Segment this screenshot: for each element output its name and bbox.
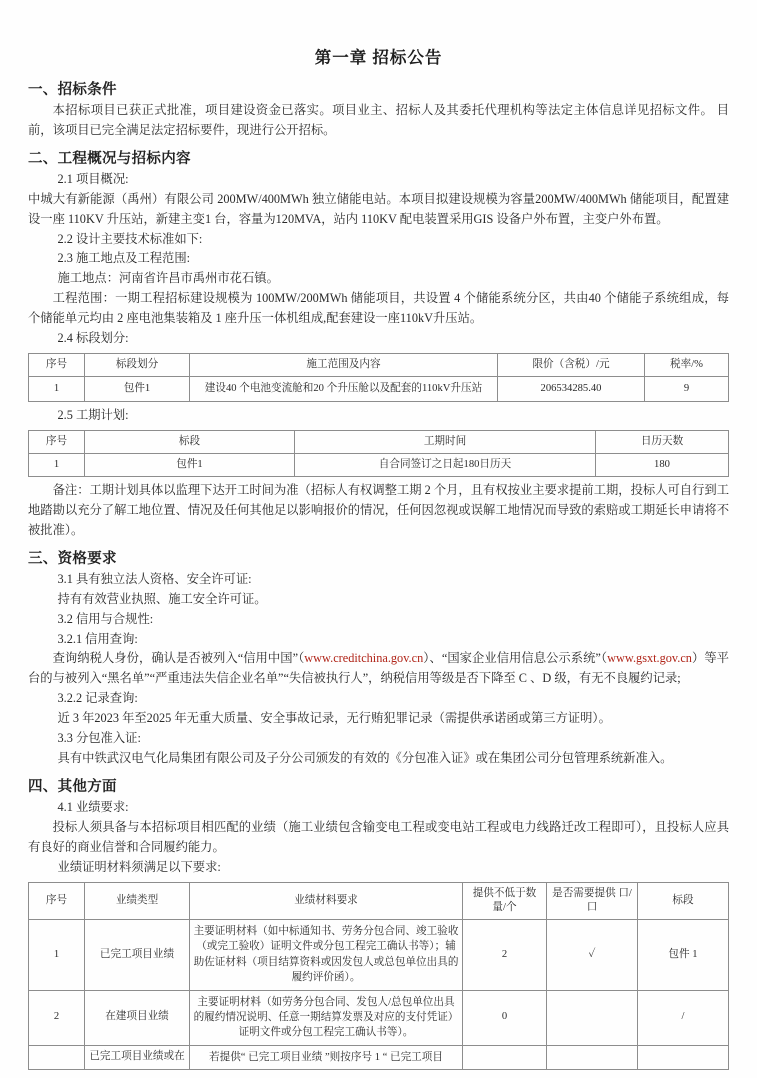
credit-text-a: 查询纳税人身份，确认是否被列入“信用中国”（: [52, 651, 305, 666]
section-heading-4: 四、其他方面: [28, 778, 117, 795]
cell-lot: 包件1: [85, 453, 295, 476]
cell-quantity: 2: [463, 920, 547, 990]
clause-2-1-body: 中城大有新能源（禹州）有限公司 200MW/400MWh 独立储能电站。本项目拟建设规模为容量200MW/400MWh 储能项目，配置建设一座 110KV 升压站，新建主变1 台，容量为120MVA，站内 110KV 配电装置采用GIS 设备户外布置，主变户外布置。: [28, 191, 729, 226]
clause-3-2-2: 3.2.2 记录查询:: [57, 691, 138, 706]
clause-2-1-label: 2.1 项目概况:: [57, 171, 129, 186]
col-scope: 施工范围及内容: [190, 353, 498, 376]
cell-need: [547, 990, 638, 1045]
schedule-table: [28, 430, 729, 478]
cell-requirement: 主要证明材料（如中标通知书、劳务分包合同、竣工验收（或完工验收）证明文件或分包工程完工确认书等）；辅助佐证材料（项目结算资料或因发包人或总包单位出具的履约评价函）。: [190, 920, 463, 990]
credit-china-link[interactable]: www.creditchina.gov.cn: [304, 651, 424, 666]
section-heading-3: 三、资格要求: [28, 550, 117, 567]
clause-2-2: 2.2 设计主要技术标准如下:: [57, 231, 203, 246]
col-lot: 标段划分: [85, 353, 190, 376]
table-row-clipped: [29, 1045, 729, 1069]
col-period: 工期时间: [295, 430, 596, 453]
cell-lot: [638, 1045, 729, 1069]
col-tax: 税率/%: [645, 353, 729, 376]
section-heading-1: 一、招标条件: [28, 82, 117, 98]
clause-4-1-note: 业绩证明材料须满足以下要求:: [57, 859, 221, 874]
col-need: 是否需要提供 口/口: [547, 882, 638, 920]
cell-period: 自合同签订之日起180日历天: [295, 453, 596, 476]
credit-text-c: ）等平台的与被列入“黑名单”“严重违法失信企业名单”“失信被执行人”，纳税信用等级是否下降至 C 、D 级，有无不良履约记录;: [28, 651, 729, 686]
cell-no: 1: [29, 920, 85, 990]
performance-table: [28, 882, 729, 1070]
cell-tax: 9: [645, 377, 729, 401]
table-header-row: [29, 430, 729, 453]
cell-quantity: [463, 1045, 547, 1069]
clause-4-1-body: 投标人须具备与本招标项目相匹配的业绩（施工业绩包含输变电工程或变电站工程或电力线路迁改工程即可），且投标人应具有良好的商业信誉和合同履约能力。: [28, 819, 729, 854]
cell-requirement: 若提供“ 已完工项目业绩 ”则按序号 1 “ 已完工项目: [190, 1045, 463, 1069]
cell-no: 1: [29, 377, 85, 401]
cell-scope: 建设40 个电池变流舱和20 个升压舱以及配套的110kV升压站: [190, 377, 498, 401]
section-heading-2: 二、工程概况与招标内容: [28, 150, 191, 167]
table-row: [29, 990, 729, 1045]
col-no: 序号: [29, 430, 85, 453]
col-price: 限价（含税）/元: [498, 353, 645, 376]
section-1-paragraph: 本招标项目已获正式批准，项目建设资金已落实。项目业主、招标人及其委托代理机构等法定主体信息详见招标文件。 目前，该项目已完全满足法定招标要件，现进行公开招标。: [28, 103, 729, 137]
cell-type: 已完工项目业绩: [85, 920, 190, 990]
cell-type: 已完工项目业绩或在: [85, 1045, 190, 1069]
col-quantity: 提供不低于数量/个: [463, 882, 547, 920]
schedule-remark: 备注：工期计划具体以监理下达开工时间为准（招标人有权调整工期 2 个月，且有权按业主要求提前工期，投标人可自行到工地踏勘以充分了解工地位置、情况及任何其他足以影响报价的情况，任何因忽视或误解工地情况而导致的索赔或工期延长申请将不被批准）。: [28, 483, 729, 537]
clause-3-1-body: 持有有效营业执照、施工安全许可证。: [57, 591, 267, 606]
clause-4-1: 4.1 业绩要求:: [57, 799, 129, 814]
cell-no: 1: [29, 453, 85, 476]
col-no: 序号: [29, 353, 85, 376]
lot-division-table: [28, 353, 729, 402]
table-row: [29, 453, 729, 476]
clause-3-3-body: 具有中铁武汉电气化局集团有限公司及子分公司颁发的有效的《分包准入证》或在集团公司分包管理系统新准入。: [57, 751, 673, 765]
clause-2-3: 2.3 施工地点及工程范围:: [57, 251, 191, 266]
cell-price: 206534285.40: [498, 377, 645, 401]
col-no: 序号: [29, 882, 85, 920]
clause-3-2-1: 3.2.1 信用查询:: [57, 631, 138, 646]
clause-2-5: 2.5 工期计划:: [57, 407, 129, 422]
col-requirement: 业绩材料要求: [190, 882, 463, 920]
clause-3-2-2-body: 近 3 年2023 年至2025 年无重大质量、安全事故记录，无行贿犯罪记录（需提供承诺函或第三方证明）。: [57, 711, 611, 726]
page-title: 第一章 招标公告: [314, 48, 443, 67]
cell-days: 180: [596, 453, 729, 476]
cell-lot: /: [638, 990, 729, 1045]
clause-2-4: 2.4 标段划分:: [57, 331, 129, 346]
gsxt-link[interactable]: www.gsxt.gov.cn: [607, 651, 692, 666]
clause-3-2: 3.2 信用与合规性:: [57, 611, 154, 626]
clause-3-3: 3.3 分包准入证:: [57, 731, 141, 746]
clause-2-3-scope: 工程范围：一期工程招标建设规模为 100MW/200MWh 储能项目，共设置 4 个储能系统分区，共由40 个储能子系统组成，每个储能单元均由 2 座电池集装箱及 1 座升压一体机组成,配套建设一座110kV升压站。: [28, 291, 729, 326]
credit-text-b: ）、“国家企业信用信息公示系统”（: [423, 651, 608, 666]
cell-lot: 包件 1: [638, 920, 729, 990]
col-days: 日历天数: [596, 430, 729, 453]
clause-3-2-1-body: [28, 649, 729, 689]
table-row: [29, 920, 729, 990]
cell-need: ✓: [547, 920, 638, 990]
cell-no: [29, 1045, 85, 1069]
clause-3-1: 3.1 具有独立法人资格、安全许可证:: [57, 571, 252, 586]
cell-requirement: 主要证明材料（如劳务分包合同、发包人/总包单位出具的履约情况说明、任意一期结算发票及对应的支付凭证）证明文件或分包工程完工确认书等）。: [190, 990, 463, 1045]
cell-no: 2: [29, 990, 85, 1045]
table-header-row: [29, 882, 729, 920]
clause-2-3-site: 施工地点：河南省许昌市禹州市花石镇。: [57, 271, 279, 286]
cell-quantity: 0: [463, 990, 547, 1045]
col-lot: 标段: [85, 430, 295, 453]
col-lot: 标段: [638, 882, 729, 920]
cell-type: 在建项目业绩: [85, 990, 190, 1045]
cell-lot: 包件1: [85, 377, 190, 401]
table-row: [29, 377, 729, 401]
col-type: 业绩类型: [85, 882, 190, 920]
cell-need: [547, 1045, 638, 1069]
table-header-row: [29, 353, 729, 376]
